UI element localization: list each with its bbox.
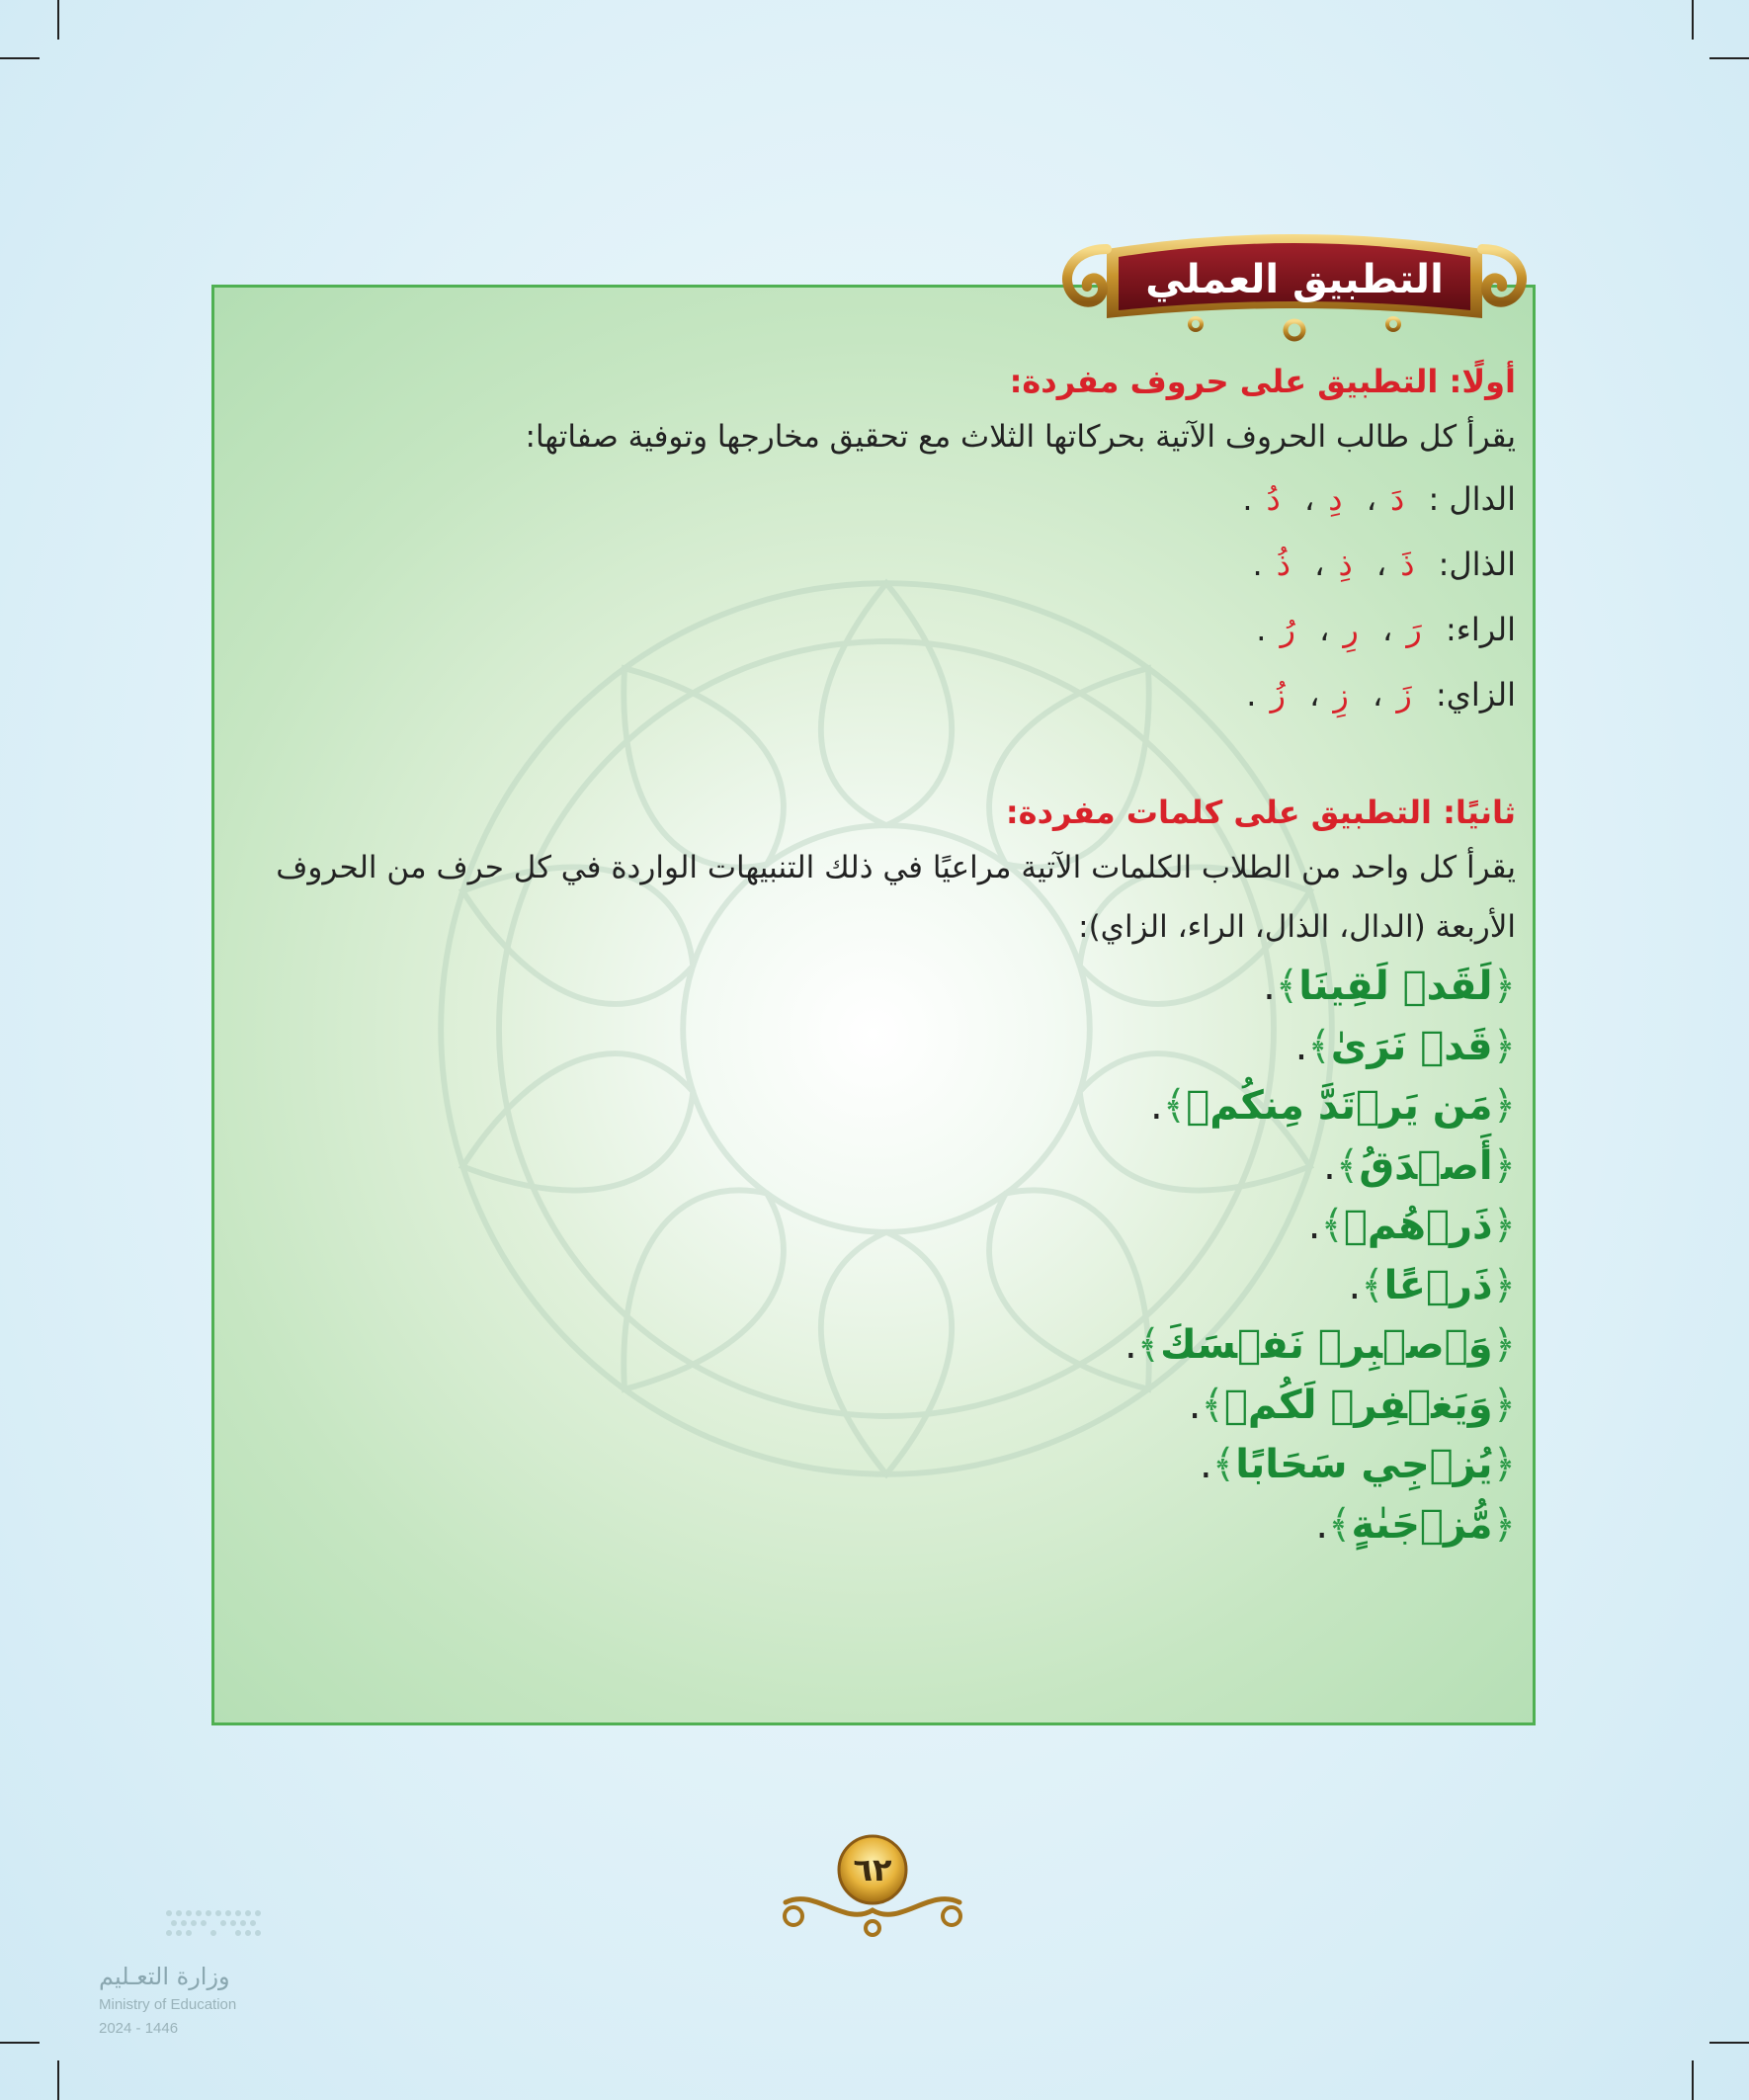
word-text: ذَرۡعًا [1383,1262,1493,1308]
letter-form: دُ [1266,480,1281,518]
main-content [231,356,1516,1554]
word-text: أَصۡدَقُ [1359,1142,1493,1189]
close-bracket: ﴾ [1211,1442,1236,1487]
quran-word [231,957,1516,1017]
letter-label: الدال : [1428,480,1516,518]
letter-form: رِ [1343,611,1359,648]
word-text: وَٱصۡبِرۡ نَفۡسَكَ [1160,1322,1493,1368]
crop-mark [0,57,40,59]
letter-form: ذُ [1276,546,1291,583]
letter-row-dhal [231,532,1516,597]
section2-instruction: يقرأ كل واحد من الطلاب الكلمات الآتية مراعيًا في ذلك التنبيهات الواردة في كل حرف من الحروف الأربعة (الدال، الذال، الراء، الزاي): [276,850,1516,945]
quran-word [231,1196,1516,1256]
letter-form: ذِ [1338,546,1353,583]
crop-mark [57,0,59,40]
letter-label: الزاي: [1435,676,1516,714]
word-text: وَيَغۡفِرۡ لَكُمۡ [1223,1382,1493,1428]
word-text: يُزۡجِي سَحَابًا [1235,1442,1493,1487]
quran-word [231,1136,1516,1197]
letter-form: رُ [1280,611,1295,648]
quran-word [231,1076,1516,1136]
end-mark: . [1323,1142,1336,1189]
letter-row-zay [231,662,1516,727]
crop-mark [0,2042,40,2044]
ministry-name-en: Ministry of Education [99,1996,237,2013]
word-text: قَدۡ نَرَىٰ [1330,1023,1493,1069]
crop-mark [57,2060,59,2100]
end-mark: . [1348,1262,1362,1308]
end-mark: . [1256,611,1267,648]
letter-form: ذَ [1400,546,1415,583]
open-bracket: ﴿ [1492,1142,1516,1189]
letter-form: دِ [1328,480,1343,518]
end-mark: . [1124,1322,1137,1368]
banner-title: التطبيق العملي [1145,257,1444,302]
close-bracket: ﴾ [1335,1142,1360,1189]
end-mark: . [1200,1442,1212,1487]
page-number: ٦٢ [853,1851,892,1889]
word-text: مُّزۡجَىٰةٍ [1351,1501,1493,1548]
separator: ، [1314,546,1325,583]
letter-form: زَ [1396,676,1412,714]
quran-word [231,1495,1516,1555]
open-bracket: ﴿ [1492,1382,1516,1428]
section1-heading: أولًا: التطبيق على حروف مفردة: [1009,363,1516,400]
separator: ، [1375,546,1387,583]
end-mark: . [1263,964,1276,1009]
close-bracket: ﴾ [1307,1023,1331,1069]
close-bracket: ﴾ [1162,1083,1187,1129]
word-text: مَن يَرۡتَدَّ مِنكُمۡ [1186,1083,1493,1129]
letter-label: الذال: [1438,546,1516,583]
open-bracket: ﴿ [1492,1322,1516,1368]
separator: ، [1366,480,1377,518]
end-mark: . [1188,1382,1202,1428]
end-mark: . [1294,1023,1308,1069]
letter-form: زِ [1333,676,1349,714]
open-bracket: ﴿ [1492,1083,1516,1129]
close-bracket: ﴾ [1275,964,1299,1009]
quran-word [231,1435,1516,1495]
close-bracket: ﴾ [1136,1322,1161,1368]
close-bracket: ﴾ [1201,1382,1224,1428]
quran-word-list [231,957,1516,1554]
letter-row-dal [231,466,1516,532]
close-bracket: ﴾ [1328,1501,1352,1548]
open-bracket: ﴿ [1492,964,1516,1009]
letter-form: زُ [1270,676,1286,714]
open-bracket: ﴿ [1492,1023,1516,1069]
separator: ، [1309,676,1320,714]
crop-mark [1709,2042,1749,2044]
end-mark: . [1252,546,1263,583]
edition-year: 2024 - 1446 [99,2020,179,2037]
end-mark: . [1150,1083,1163,1129]
end-mark: . [1315,1501,1329,1548]
quran-word [231,1376,1516,1436]
separator: ، [1319,611,1330,648]
section2-heading: ثانيًا: التطبيق على كلمات مفردة: [1005,794,1516,831]
section1-instruction: يقرأ كل طالب الحروف الآتية بحركاتها الثلاث مع تحقيق مخارجها وتوفية صفاتها: [525,419,1516,455]
close-bracket: ﴾ [1320,1203,1344,1248]
ministry-name-ar: وزارة التعـليم [99,1963,230,1990]
separator: ، [1373,676,1383,714]
open-bracket: ﴿ [1492,1442,1516,1487]
letter-label: الراء: [1445,611,1516,648]
separator: ، [1382,611,1393,648]
open-bracket: ﴿ [1492,1262,1516,1308]
letter-row-ra [231,597,1516,662]
separator: ، [1303,480,1315,518]
letter-form: دَ [1390,480,1405,518]
end-mark: . [1242,480,1253,518]
word-text: ذَرۡهُمۡ [1343,1203,1493,1248]
quran-word [231,1256,1516,1316]
letter-form: رَ [1406,611,1422,648]
quran-word [231,1315,1516,1376]
open-bracket: ﴿ [1492,1203,1516,1248]
word-text: لَقَدۡ لَقِينَا [1298,964,1493,1009]
crop-mark [1692,0,1694,40]
crop-mark [1692,2060,1694,2100]
crop-mark [1709,57,1749,59]
quran-word [231,1017,1516,1077]
open-bracket: ﴿ [1492,1501,1516,1548]
end-mark: . [1307,1203,1321,1248]
end-mark: . [1246,676,1257,714]
close-bracket: ﴾ [1361,1262,1384,1308]
ministry-logo [95,1899,332,1959]
